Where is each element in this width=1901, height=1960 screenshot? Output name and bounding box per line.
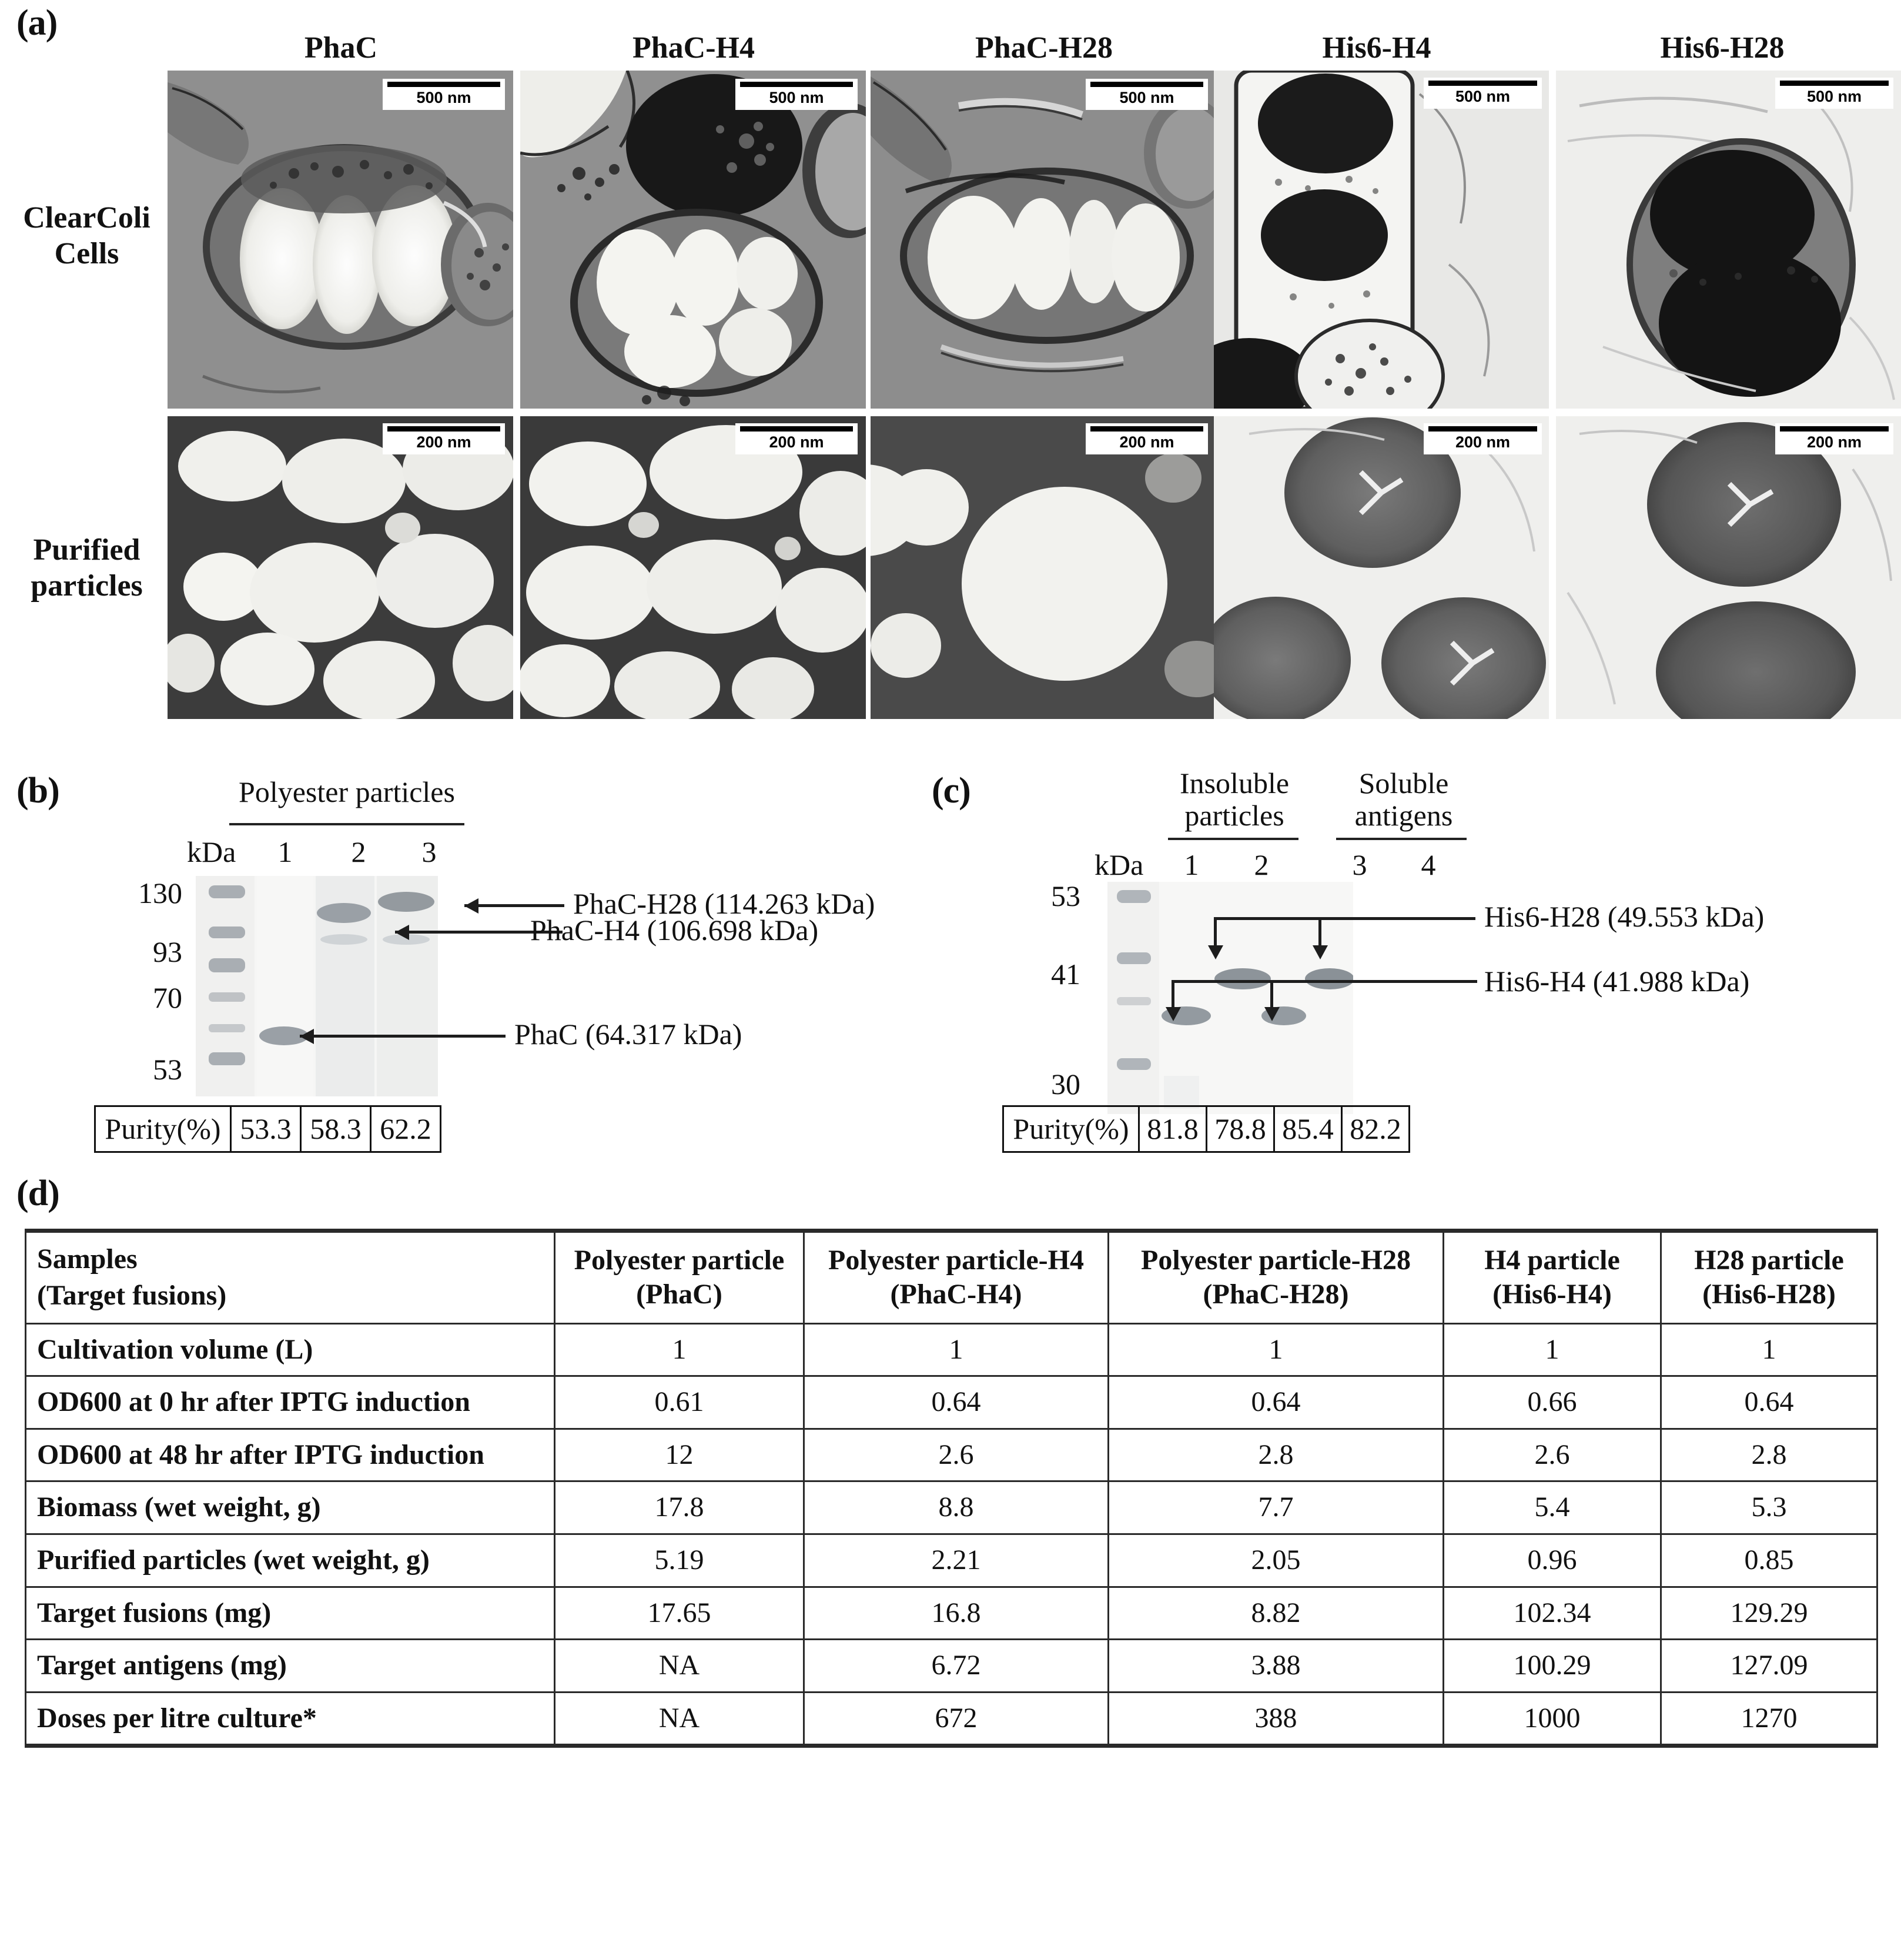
scalebar-line <box>740 426 853 432</box>
scalebar-line <box>387 426 500 432</box>
scalebar-line <box>387 82 500 87</box>
gel-c-group-label-insoluble-line2: particles <box>1184 799 1284 832</box>
scalebar-label: 200 nm <box>416 433 471 451</box>
table-cell: 0.61 <box>555 1376 804 1429</box>
gel-b-purity-label: Purity(%) <box>95 1106 231 1152</box>
gel-c-lane-3: 3 <box>1352 848 1367 881</box>
table-cell: 1000 <box>1444 1692 1661 1746</box>
scalebar-label: 200 nm <box>1806 433 1862 451</box>
table-cell: 2.05 <box>1109 1534 1444 1587</box>
scalebar-line <box>1780 81 1889 86</box>
tem-row-label-line2: Cells <box>54 237 119 271</box>
scalebar-label: 500 nm <box>416 89 471 106</box>
scalebar-label: 500 nm <box>1806 88 1862 105</box>
gel-b-arrow-phac <box>300 1029 314 1044</box>
tem-row-label-line1: ClearColi <box>23 201 150 235</box>
tem-image-particles-his6-h28 <box>1556 416 1901 719</box>
scalebar-cells-phac-h4 <box>735 79 858 110</box>
table-cell: 1 <box>1661 1323 1877 1376</box>
table-cell: 672 <box>804 1692 1109 1746</box>
table-cell: 388 <box>1109 1692 1444 1746</box>
scalebar-particles-his6-h28 <box>1775 423 1893 454</box>
table-col-header-3-line1: H4 particle <box>1484 1244 1620 1276</box>
table-row-label: Purified particles (wet weight, g) <box>26 1534 555 1587</box>
table-cell: 1 <box>1444 1323 1661 1376</box>
gel-c-group-label-soluble-line2: antigens <box>1354 799 1453 832</box>
tem-image-particles-phac <box>168 416 513 719</box>
gel-c-group-label-soluble-line1: Soluble <box>1358 767 1449 800</box>
panel-c-letter: (c) <box>932 771 970 811</box>
table-cell: 0.96 <box>1444 1534 1661 1587</box>
gel-c-purity-value-3: 85.4 <box>1274 1106 1342 1152</box>
gel-c-arrow-his6-h28-lane4 <box>1313 945 1328 959</box>
table-cell: 17.65 <box>555 1587 804 1640</box>
table-row-label: OD600 at 0 hr after IPTG induction <box>26 1376 555 1429</box>
table-corner-line2: (Target fusions) <box>37 1280 227 1312</box>
gel-b-lane-1: 1 <box>277 835 293 868</box>
scalebar-label: 500 nm <box>769 89 824 106</box>
gel-c-annotation-his6-h28: His6-H28 (49.553 kDa) <box>1484 900 1765 933</box>
scalebar-line <box>1090 426 1203 432</box>
tem-row-label-purified-particles <box>6 532 168 604</box>
tem-column-header-phac-h28: PhaC-H28 <box>975 31 1113 65</box>
tem-image-particles-phac-h28 <box>871 416 1216 719</box>
results-table <box>25 1229 1878 1748</box>
gel-c-arrow-his6-h4-lane3 <box>1264 1007 1280 1021</box>
gel-b-group-rule <box>229 823 464 825</box>
scalebar-label: 200 nm <box>1119 433 1174 451</box>
scalebar-cells-phac-h28 <box>1086 79 1208 110</box>
table-cell: 1270 <box>1661 1692 1877 1746</box>
gel-c-lane-1: 1 <box>1184 848 1199 881</box>
table-col-header-0-line1: Polyester particle <box>574 1244 785 1276</box>
gel-b-purity-table <box>94 1105 441 1153</box>
scalebar-line <box>1090 82 1203 87</box>
table-cell: 127.09 <box>1661 1640 1877 1693</box>
gel-b-marker-130: 130 <box>138 877 182 909</box>
table-cell: 1 <box>555 1323 804 1376</box>
gel-b-kda-label: kDa <box>187 835 236 868</box>
table-row <box>26 1640 1877 1693</box>
tem-column-header-phac: PhaC <box>304 31 378 65</box>
gel-c-purity-value-2: 78.8 <box>1207 1106 1274 1152</box>
table-cell: 6.72 <box>804 1640 1109 1693</box>
table-cell: 2.8 <box>1661 1429 1877 1481</box>
gel-c-arrow-his6-h28-lane2 <box>1208 945 1223 959</box>
tem-column-header-his6-h28: His6-H28 <box>1660 31 1785 65</box>
gel-c-annotation-his6-h4: His6-H4 (41.988 kDa) <box>1484 965 1750 998</box>
table-col-header-2 <box>1109 1231 1444 1324</box>
table-col-header-1-line2: (PhaC-H4) <box>890 1279 1022 1310</box>
gel-b-leader-phac <box>300 1035 506 1038</box>
table-cell: 100.29 <box>1444 1640 1661 1693</box>
table-col-header-3-line2: (His6-H4) <box>1492 1279 1612 1310</box>
table-row <box>26 1587 1877 1640</box>
tem-image-particles-his6-h4 <box>1214 416 1549 719</box>
table-cell: 2.6 <box>1444 1429 1661 1481</box>
gel-c-kda-label: kDa <box>1095 848 1144 881</box>
table-col-header-1 <box>804 1231 1109 1324</box>
table-cell: 16.8 <box>804 1587 1109 1640</box>
gel-c-purity-table <box>1002 1105 1410 1153</box>
table-row-label: Cultivation volume (L) <box>26 1323 555 1376</box>
scalebar-label: 200 nm <box>1455 433 1511 451</box>
gel-b-marker-93: 93 <box>153 935 182 968</box>
gel-c-leader-his6-h28-drop-left <box>1214 917 1217 948</box>
gel-c-marker-53: 53 <box>1051 879 1080 912</box>
tem-column-header-his6-h4: His6-H4 <box>1322 31 1431 65</box>
gel-b-lane-3: 3 <box>421 835 437 868</box>
gel-b-purity-value-2: 58.3 <box>301 1106 371 1152</box>
tem-row-label-line2: particles <box>31 569 143 603</box>
scalebar-line <box>1428 81 1537 86</box>
scalebar-cells-his6-h4 <box>1424 78 1542 109</box>
table-cell: 0.64 <box>1109 1376 1444 1429</box>
scalebar-line <box>740 82 853 87</box>
gel-b-annotation-phac: PhaC (64.317 kDa) <box>514 1018 742 1051</box>
tem-row-label-clearcoli-cells <box>6 200 168 272</box>
gel-b-purity-value-3: 62.2 <box>371 1106 441 1152</box>
tem-image-cells-phac-h28 <box>871 71 1216 409</box>
tem-image-cells-phac-h4 <box>520 71 866 409</box>
table-row <box>26 1534 1877 1587</box>
table-row <box>1003 1106 1410 1152</box>
tem-image-particles-phac-h4 <box>520 416 866 719</box>
scalebar-particles-phac-h28 <box>1086 423 1208 454</box>
table-col-header-0-line2: (PhaC) <box>636 1279 722 1310</box>
tem-image-cells-his6-h4 <box>1214 71 1549 409</box>
gel-c-group-label-insoluble-line1: Insoluble <box>1179 767 1290 800</box>
scalebar-particles-phac-h4 <box>735 423 858 454</box>
table-col-header-4-line1: H28 particle <box>1694 1244 1844 1276</box>
gel-b-annotation-phac-h4: PhaC-H4 (106.698 kDa) <box>530 914 819 946</box>
gel-c-leader-his6-h4-drop-right <box>1270 980 1273 1009</box>
gel-c-purity-value-1: 81.8 <box>1139 1106 1207 1152</box>
table-cell: 0.85 <box>1661 1534 1877 1587</box>
gel-b-image <box>196 876 438 1096</box>
scalebar-cells-his6-h28 <box>1775 78 1893 109</box>
gel-c-leader-his6-h28 <box>1214 917 1475 920</box>
scalebar-particles-his6-h4 <box>1424 423 1542 454</box>
table-col-header-2-line2: (PhaC-H28) <box>1203 1279 1349 1310</box>
gel-c-group-label-soluble <box>1318 767 1489 832</box>
table-cell: 2.8 <box>1109 1429 1444 1481</box>
panel-a-letter: (a) <box>16 3 58 43</box>
table-cell: 1 <box>804 1323 1109 1376</box>
gel-c-leader-his6-h28-drop-right <box>1318 917 1321 948</box>
gel-c-marker-30: 30 <box>1051 1068 1080 1101</box>
gel-c-purity-value-4: 82.2 <box>1342 1106 1410 1152</box>
scalebar-line <box>1428 426 1537 432</box>
table-cell: 0.64 <box>1661 1376 1877 1429</box>
scalebar-particles-phac <box>383 423 505 454</box>
table-col-header-1-line1: Polyester particle-H4 <box>828 1244 1084 1276</box>
table-col-header-2-line1: Polyester particle-H28 <box>1141 1244 1411 1276</box>
table-row-label: Biomass (wet weight, g) <box>26 1481 555 1534</box>
tem-image-grid <box>168 71 1901 694</box>
scalebar-label: 200 nm <box>769 433 824 451</box>
gel-b-annotation-phac-h28: PhaC-H28 (114.263 kDa) <box>573 887 875 920</box>
table-row <box>95 1106 441 1152</box>
table-cell: 5.3 <box>1661 1481 1877 1534</box>
table-cell: NA <box>555 1692 804 1746</box>
gel-c-lane-4: 4 <box>1421 848 1436 881</box>
table-row <box>26 1323 1877 1376</box>
gel-b-purity-value-1: 53.3 <box>231 1106 301 1152</box>
tem-image-cells-his6-h28 <box>1556 71 1901 409</box>
gel-b-group-label: Polyester particles <box>239 775 455 808</box>
table-col-header-4-line2: (His6-H28) <box>1702 1279 1836 1310</box>
table-row-label: Doses per litre culture* <box>26 1692 555 1746</box>
table-row-label: OD600 at 48 hr after IPTG induction <box>26 1429 555 1481</box>
table-corner-line1: Samples <box>37 1243 138 1275</box>
gel-c-group-rule-soluble <box>1336 838 1467 840</box>
gel-c-group-rule-insoluble <box>1168 838 1298 840</box>
gel-b-arrow-phac-h28 <box>464 898 478 914</box>
gel-c-lane-2: 2 <box>1254 848 1269 881</box>
table-cell: 3.88 <box>1109 1640 1444 1693</box>
table-cell: 1 <box>1109 1323 1444 1376</box>
table-cell: 12 <box>555 1429 804 1481</box>
table-cell: 17.8 <box>555 1481 804 1534</box>
gel-c-leader-his6-h4 <box>1172 980 1477 983</box>
gel-b-lane-2: 2 <box>351 835 366 868</box>
table-row <box>26 1376 1877 1429</box>
table-cell: 5.4 <box>1444 1481 1661 1534</box>
table-row <box>26 1692 1877 1746</box>
table-cell: 2.21 <box>804 1534 1109 1587</box>
table-cell: 102.34 <box>1444 1587 1661 1640</box>
scalebar-line <box>1780 426 1889 432</box>
gel-b-marker-53: 53 <box>153 1053 182 1086</box>
table-cell: 0.64 <box>804 1376 1109 1429</box>
table-cell: 8.8 <box>804 1481 1109 1534</box>
gel-c-marker-41: 41 <box>1051 958 1080 991</box>
scalebar-label: 500 nm <box>1119 89 1174 106</box>
scalebar-label: 500 nm <box>1455 88 1511 105</box>
table-row-label: Target fusions (mg) <box>26 1587 555 1640</box>
table-col-header-0 <box>555 1231 804 1324</box>
table-cell: 0.66 <box>1444 1376 1661 1429</box>
panel-d-letter: (d) <box>16 1173 59 1213</box>
panel-b-letter: (b) <box>16 771 59 811</box>
gel-c-group-label-insoluble <box>1149 767 1320 832</box>
table-corner-cell <box>26 1231 555 1324</box>
gel-b-arrow-phac-h4 <box>395 925 409 940</box>
table-cell: 7.7 <box>1109 1481 1444 1534</box>
table-row <box>26 1481 1877 1534</box>
table-cell: NA <box>555 1640 804 1693</box>
tem-column-header-phac-h4: PhaC-H4 <box>632 31 755 65</box>
gel-b-marker-70: 70 <box>153 981 182 1014</box>
table-col-header-4 <box>1661 1231 1877 1324</box>
scalebar-cells-phac <box>383 79 505 110</box>
table-header-row <box>26 1231 1877 1324</box>
table-cell: 2.6 <box>804 1429 1109 1481</box>
table-cell: 129.29 <box>1661 1587 1877 1640</box>
gel-c-purity-label: Purity(%) <box>1003 1106 1139 1152</box>
table-row <box>26 1429 1877 1481</box>
gel-c-arrow-his6-h4-lane1 <box>1166 1007 1181 1021</box>
gel-b-leader-phac-h28 <box>464 904 564 907</box>
table-cell: 5.19 <box>555 1534 804 1587</box>
gel-c-leader-his6-h4-drop-left <box>1172 980 1174 1009</box>
table-cell: 8.82 <box>1109 1587 1444 1640</box>
table-col-header-3 <box>1444 1231 1661 1324</box>
tem-row-label-line1: Purified <box>33 533 140 567</box>
table-row-label: Target antigens (mg) <box>26 1640 555 1693</box>
tem-image-cells-phac <box>168 71 513 409</box>
